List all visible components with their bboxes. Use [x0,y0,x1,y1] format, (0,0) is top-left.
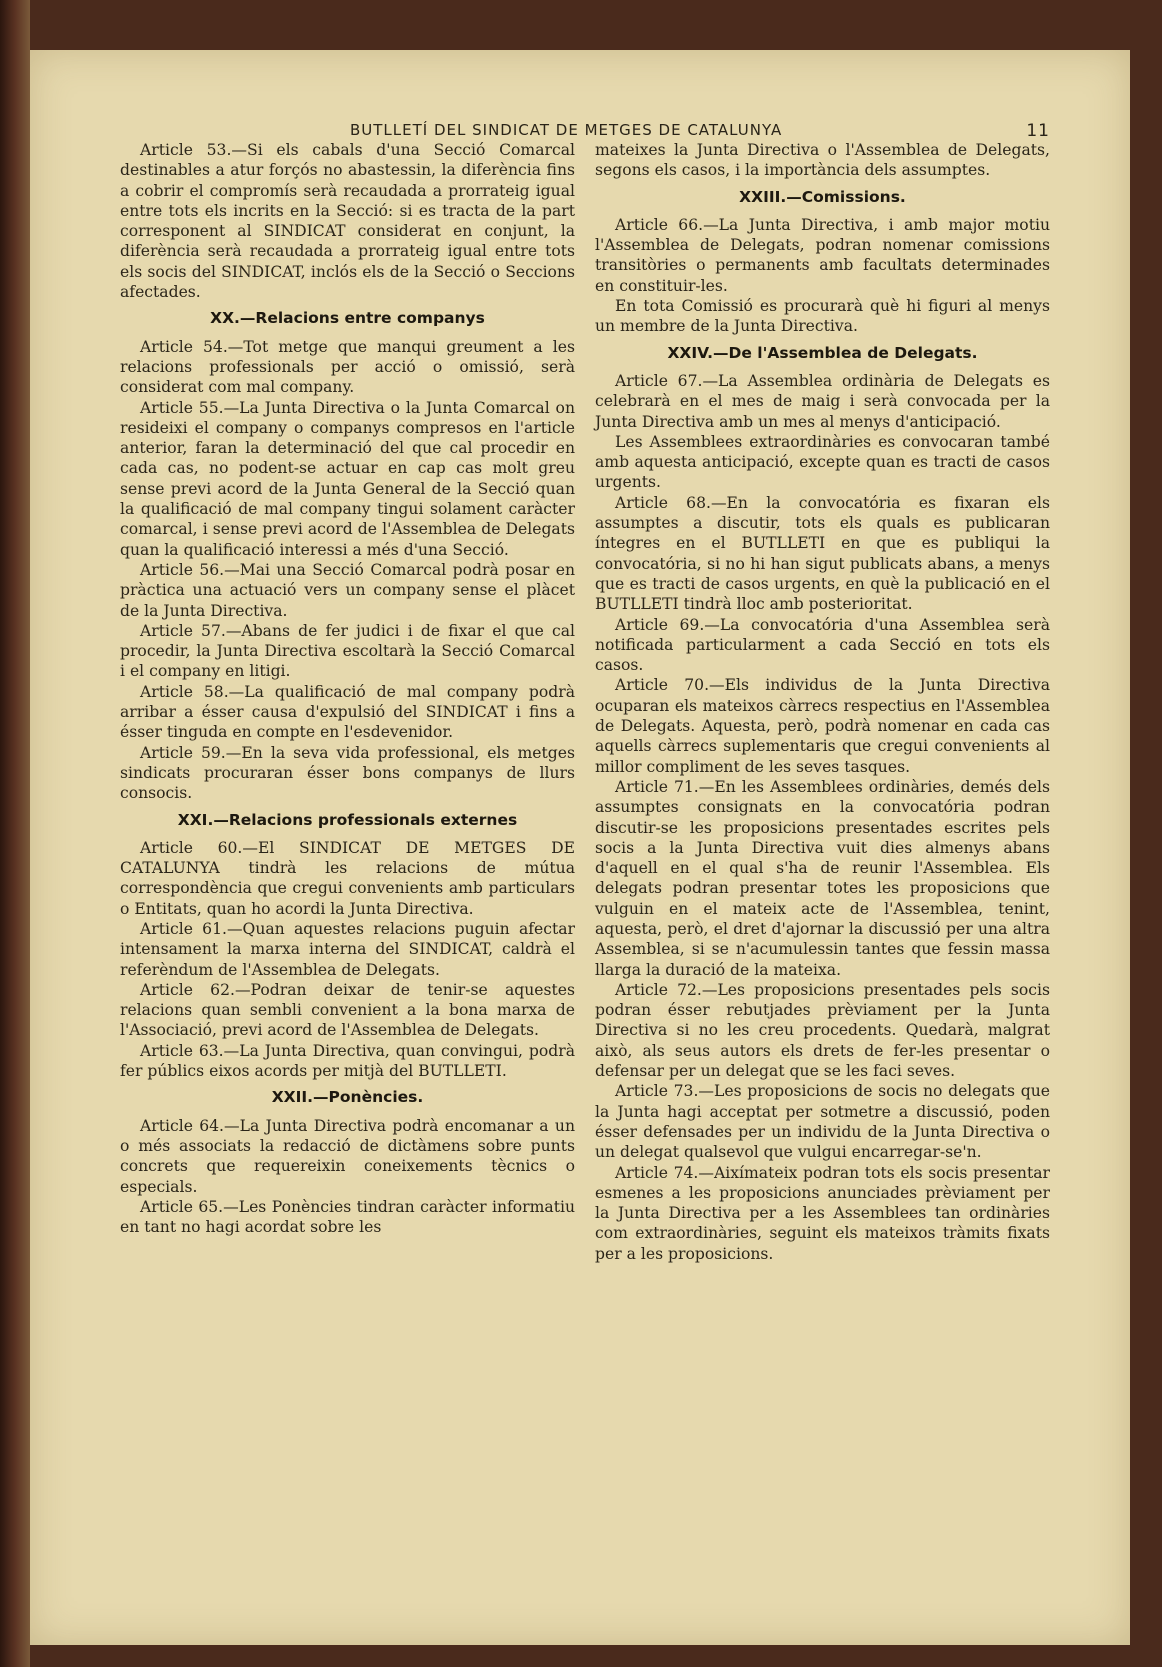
article-59: Article 59.—En la seva vida professional, els metges sindicats procuraran ésser bons companys de llurs consocis. [120,743,575,803]
article-65-continued: mateixes la Junta Directiva o l'Assemblea de Delegats, segons els casos, i la importància dels assumptes. [595,141,1050,180]
article-53: Article 53.—Si els cabals d'una Secció Comarcal destinables a atur forçós no abastessin, la diferència fins a cobrir el compromís serà recaudada a prorrateig igual entre tots els incrits en la Secció: si es tracta de la part corresponent al SINDICAT considerat en conjunt, la diferència serà recaudada a prorrateig igual entre tots els socis del SINDICAT, inclós els de la Secció o Seccions afectades. [120,141,575,302]
book-binding [0,0,30,1667]
article-72: Article 72.—Les proposicions presentades pels socis podran ésser rebutjades prèviament per la Junta Directiva si no les creu procedents. Quedarà, malgrat això, als seus autors els drets de fer-les presentar o defensar per un delegat que se les faci seves. [595,980,1050,1081]
section-heading-xxiii: XXIII.—Comissions. [739,187,906,206]
right-column [595,140,1050,1264]
article-64: Article 64.—La Junta Directiva podrà encomanar a un o més associats la redacció de dictàmens sobre punts concrets que requereixin coneixements tècnics o especials. [120,1116,575,1196]
article-61: Article 61.—Quan aquestes relacions puguin afectar intensament la marxa interna del SINDICAT, caldrà el referèndum de l'Assemblea de Delegats. [120,919,575,979]
article-54: Article 54.—Tot metge que manqui greument a les relacions professionals per acció o omissió, serà considerat com mal company. [120,337,575,397]
section-heading-xxii: XXII.—Ponències. [271,1088,424,1107]
article-57: Article 57.—Abans de fer judici i de fixar el que cal procedir, la Junta Directiva escoltarà la Secció Comarcal i el company en litigi. [120,621,575,681]
commission-membership-note: En tota Comissió es procurarà què hi figuri al menys un membre de la Junta Directiva. [595,297,1050,336]
article-71: Article 71.—En les Assemblees ordinàries, demés dels assumptes consignats en la convocatória podran discutir-se les proposicions presentades escrites pels socis a la Junta Directiva vuit dies almenys abans d'aquell en el qual s'ha de reunir l'Assemblea. Els delegats podran presentar totes les proposicions que vulguin en el mateix acte de l'Assemblea, tenint, aquesta, però, el dret d'ajornar la discussió per una altra Assemblea, si se n'acumulessin tantes que fessin massa llarga la duració de la mateixa. [595,777,1050,979]
journal-title: BUTLLETÍ DEL SINDICAT DE METGES DE CATALUNYA [350,121,783,139]
article-73: Article 73.—Les proposicions de socis no delegats que la Junta hagi acceptat per sotmetre a discussió, poden ésser defensades per un individu de la Junta Directiva o un delegat qualsevol que vulgui encarregar-se'n. [595,1082,1050,1162]
article-67: Article 67.—La Assemblea ordinària de Delegats es celebrarà en el mes de maig i serà convocada per la Junta Directiva amb un mes al menys d'anticipació. [595,371,1050,431]
section-heading-xxiv: XXIV.—De l'Assemblea de Delegats. [667,343,978,362]
article-63: Article 63.—La Junta Directiva, quan convingui, podrà fer públics eixos acords per mitjà del BUTLLETI. [120,1041,575,1081]
article-66: Article 66.—La Junta Directiva, i amb major motiu l'Assemblea de Delegats, podran nomenar comissions transitòries o permanents amb facultats determinades en constituir-les. [595,215,1050,295]
article-62: Article 62.—Podran deixar de tenir-se aquestes relacions quan sembli convenient a la bona marxa de l'Associació, previ acord de l'Assemblea de Delegats. [120,980,575,1040]
page-number: 11 [1026,121,1050,141]
extraordinary-assemblies-note: Les Assemblees extraordinàries es convocaran també amb aquesta anticipació, excepte quan es tracti de casos urgents. [595,432,1050,492]
article-60: Article 60.—El SINDICAT DE METGES DE CATALUNYA tindrà les relacions de mútua correspondència que cregui convenients amb particulars o Entitats, quan ho acordi la Junta Directiva. [120,838,575,918]
article-55: Article 55.—La Junta Directiva o la Junta Comarcal on resideixi el company o companys compresos en l'article anterior, faran la determinació del que cal procedir en cada cas, no podent-se actuar en cap cas molt greu sense previ acord de la Junta General de la Secció quan la qualificació de mal company tingui solament caràcter comarcal, i sense previ acord de l'Assemblea de Delegats quan la qualificació interessi a més d'una Secció. [120,398,575,559]
article-69: Article 69.—La convocatória d'una Assemblea serà notificada particularment a cada Secció en tots els casos. [595,615,1050,675]
section-heading-xxi: XXI.—Relacions professionals externes [177,810,518,829]
left-column [120,140,575,1237]
article-74: Article 74.—Aixímateix podran tots els socis presentar esmenes a les proposicions anunciades prèviament per la Junta Directiva per a les Assemblees tan ordinàries com extraordinàries, seguint els mateixos tràmits fixats per a les proposicions. [595,1163,1050,1263]
article-68: Article 68.—En la convocatória es fixaran els assumptes a discutir, tots els quals es publicaran íntegres en el BUTLLETI en que es publiqui la convocatória, si no hi han sigut publicats abans, a menys que es tracti de casos urgents, en què la publicació en el BUTLLETI tindrà lloc amb posterioritat. [595,493,1050,614]
section-heading-xx: XX.—Relacions entre companys [210,309,485,328]
article-70: Article 70.—Els individus de la Junta Directiva ocuparan els mateixos càrrecs respectius en l'Assemblea de Delegats. Aquesta, però, podrà nomenar en cada cas aquells càrrecs suplementaris que cregui convenients al millor compliment de les seves tasques. [595,676,1050,776]
article-58: Article 58.—La qualificació de mal company podrà arribar a ésser causa d'expulsió del SINDICAT i fins a ésser tinguda en compte en l'esdevenidor. [120,682,575,742]
article-65: Article 65.—Les Ponències tindran caràcter informatiu en tant no hagi acordat sobre les [120,1197,575,1237]
article-56: Article 56.—Mai una Secció Comarcal podrà posar en pràctica una actuació vers un company sense el plàcet de la Junta Directiva. [120,560,575,620]
